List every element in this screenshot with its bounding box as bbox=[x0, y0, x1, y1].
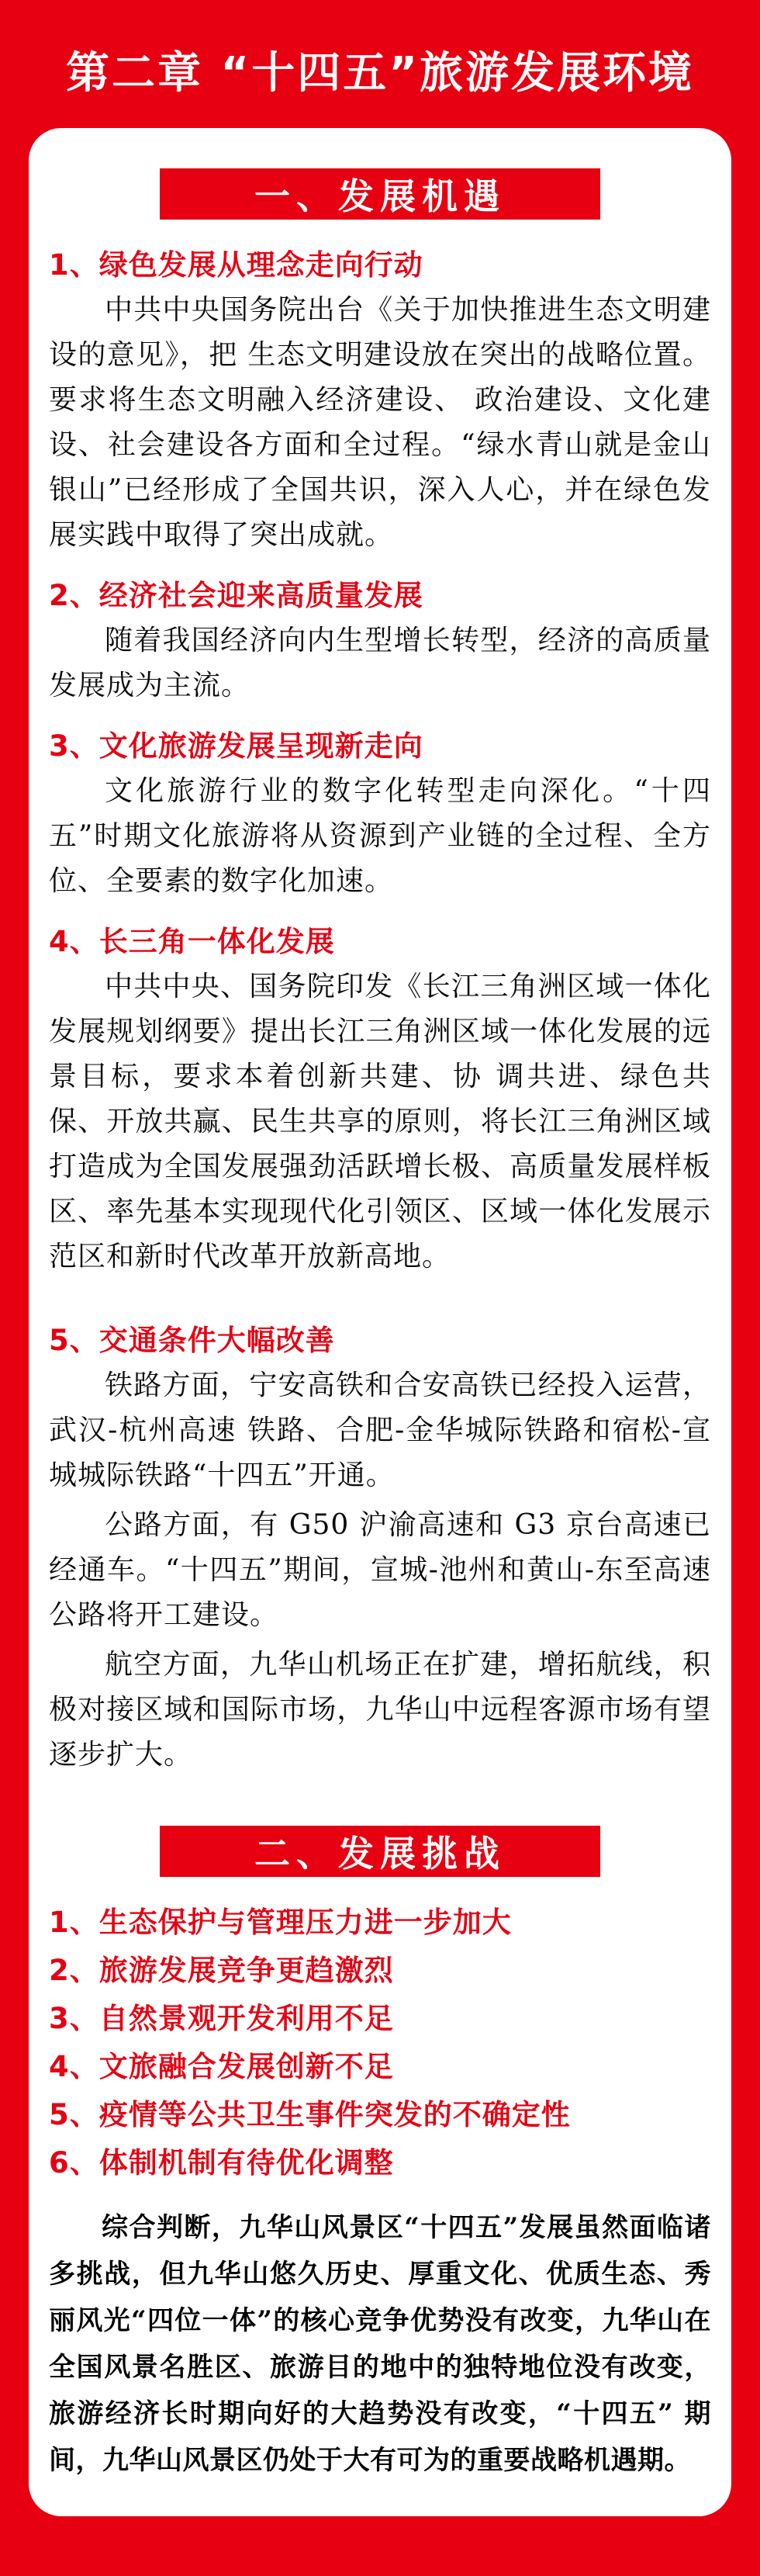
content-card bbox=[29, 128, 731, 2516]
opportunity-1-paragraph-1: 中共中央国务院出台《关于加快推进生态文明建设的意见》，把 生态文明建设放在突出的战略位置。要求将生态文明融入经济建设、 政治建设、文化建设、社会建设各方面和全过程。“绿水青山就是金山银山”已经形成了全国共识，深入人心，并在绿色发展实践中取得了突出成就。 bbox=[49, 294, 711, 551]
opportunity-heading-4: 4、长三角一体化发展 bbox=[49, 925, 335, 958]
challenge-item-5: 5、疫情等公共卫生事件突发的不确定性 bbox=[49, 2098, 571, 2131]
opportunity-2-paragraph-1: 随着我国经济向内生型增长转型，经济的高质量发展成为主流。 bbox=[49, 625, 711, 701]
challenge-item-2: 2、旅游发展竞争更趋激烈 bbox=[49, 1954, 394, 1987]
challenge-item-1: 1、生态保护与管理压力进一步加大 bbox=[49, 1906, 512, 1939]
opportunity-5-paragraph-aviation: 航空方面，九华山机场正在扩建，增拓航线，积极对接区域和国际市场，九华山中远程客源市场有望逐步扩大。 bbox=[49, 1649, 711, 1771]
challenge-item-6: 6、体制机制有待优化调整 bbox=[49, 2146, 394, 2180]
summary-paragraph: 综合判断，九华山风景区“十四五”发展虽然面临诸多挑战，但九华山悠久历史、厚重文化、优质生态、秀丽风光“四位一体”的核心竞争优势没有改变，九华山在全国风景名胜区、旅游目的地中的独特地位没有改变，旅游经济长时期向好的大趋势没有改变，“十四五” 期间，九华山风景区仍处于大有可为的重要战略机遇期。 bbox=[49, 2212, 711, 2476]
opportunity-5-paragraph-railway: 铁路方面，宁安高铁和合安高铁已经投入运营，武汉-杭州高速 铁路、合肥-金华城际铁路和宿松-宣城城际铁路“十四五”开通。 bbox=[49, 1369, 711, 1491]
opportunity-4-paragraph-1: 中共中央、国务院印发《长江三角洲区域一体化发展规划纲要》提出长江三角洲区域一体化发展的远景目标，要求本着创新共建、协 调共进、绿色共保、开放共赢、民生共享的原则，将长江三角洲区域打造成为全国发展强劲活跃增长极、高质量发展样板区、率先基本实现现代化引领区、区域一体化发展示范区和新时代改革开放新高地。 bbox=[49, 971, 711, 1272]
challenge-item-4: 4、文旅融合发展创新不足 bbox=[49, 2050, 394, 2083]
opportunity-5-paragraph-highway: 公路方面，有 G50 沪渝高速和 G3 京台高速已经通车。“十四五”期间，宣城-池州和黄山-东至高速公路将开工建设。 bbox=[49, 1509, 711, 1631]
opportunity-heading-5: 5、交通条件大幅改善 bbox=[49, 1324, 335, 1357]
opportunity-heading-3: 3、文化旅游发展呈现新走向 bbox=[49, 729, 423, 763]
challenge-item-3: 3、自然景观开发利用不足 bbox=[49, 2002, 394, 2035]
section-banner-opportunities: 一、发展机遇 bbox=[160, 168, 600, 220]
section-banner-challenges: 二、发展挑战 bbox=[160, 1826, 600, 1877]
page-title: 第二章 “十四五”旅游发展环境 bbox=[65, 47, 695, 99]
opportunity-heading-2: 2、经济社会迎来高质量发展 bbox=[49, 579, 423, 612]
page-header bbox=[0, 0, 760, 128]
challenge-list bbox=[49, 1905, 711, 2181]
opportunity-heading-1: 1、绿色发展从理念走向行动 bbox=[49, 248, 423, 282]
opportunity-3-paragraph-1: 文化旅游行业的数字化转型走向深化。“十四五”时期文化旅游将从资源到产业链的全过程、全方位、全要素的数字化加速。 bbox=[49, 775, 711, 897]
